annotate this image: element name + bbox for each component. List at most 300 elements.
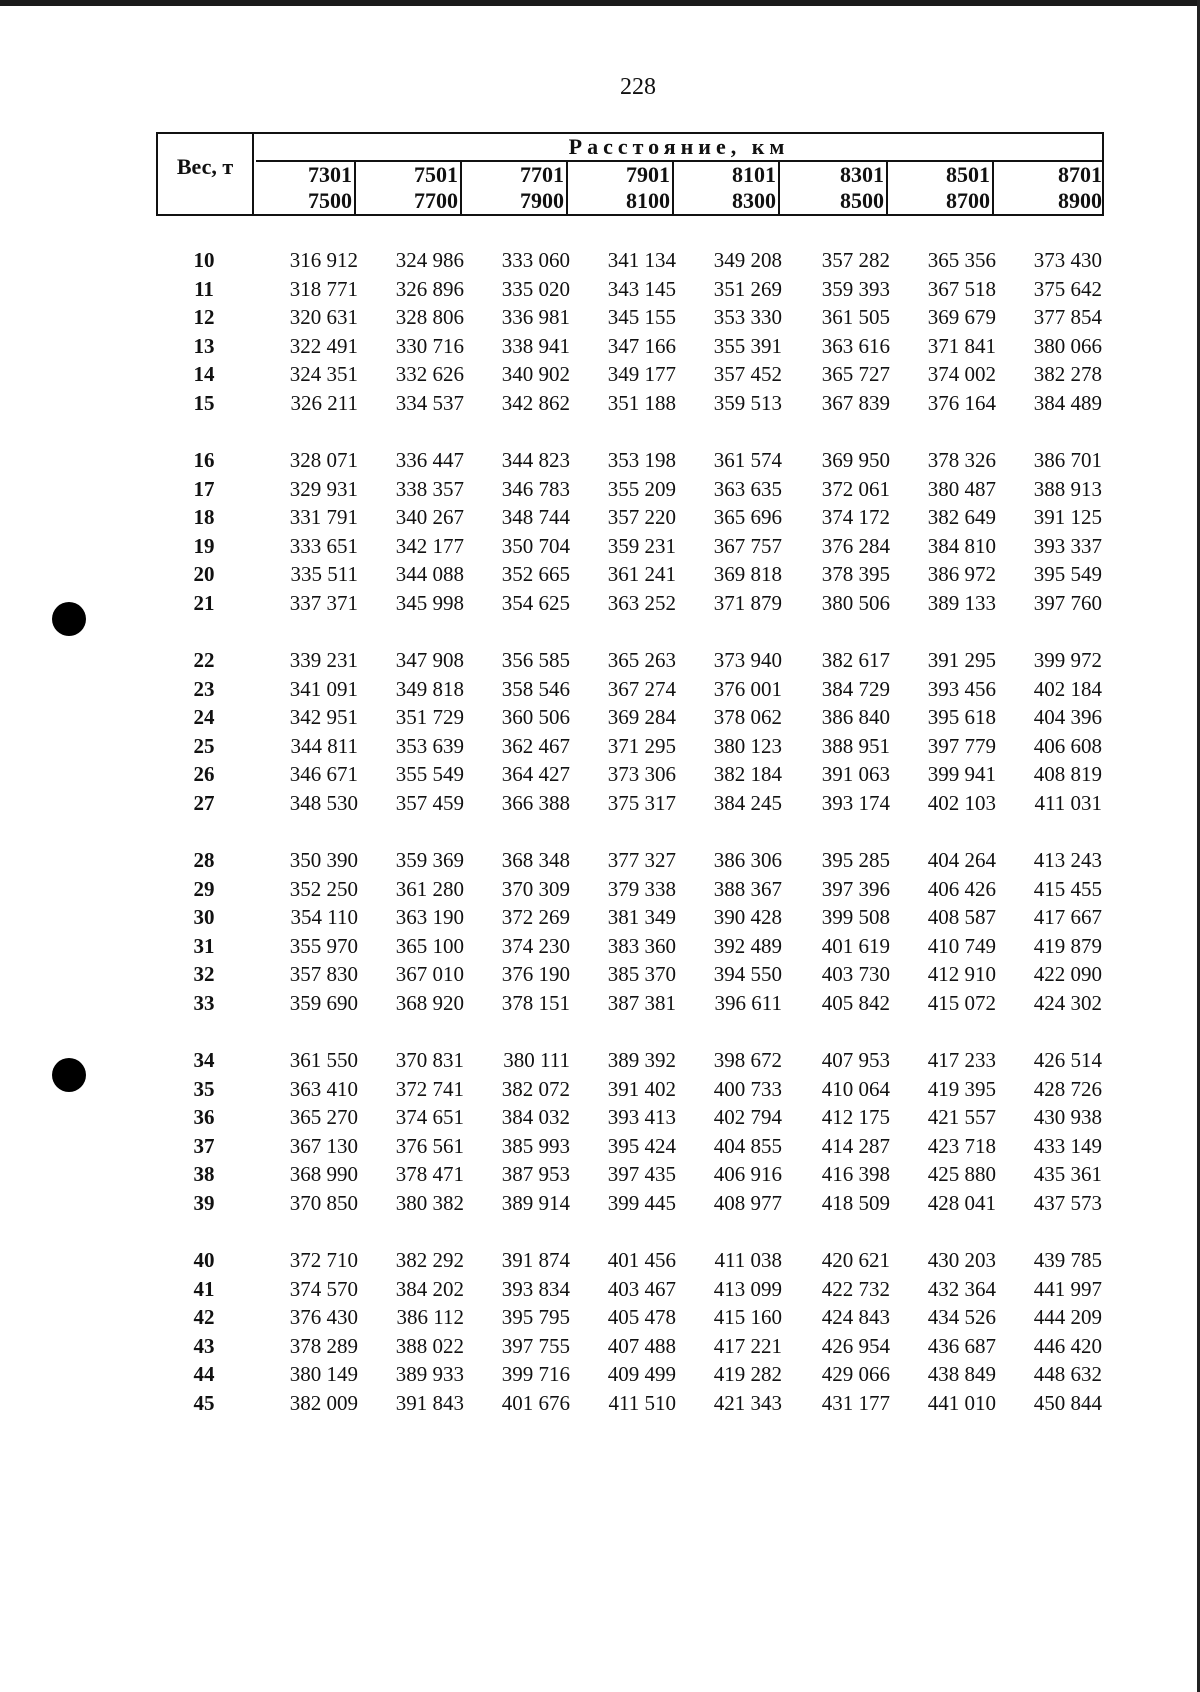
value-cell: 363 410 [289, 1076, 358, 1101]
value-cell: 351 729 [395, 705, 464, 730]
value-cell: 403 467 [607, 1276, 676, 1301]
value-cell: 380 506 [821, 591, 890, 615]
value-cell: 370 309 [501, 876, 570, 901]
table-row [0, 989, 1200, 1017]
value-cell: 438 849 [927, 1362, 996, 1387]
value-cell: 361 280 [395, 876, 464, 901]
value-cell: 326 896 [395, 276, 464, 301]
table-row [0, 503, 1200, 531]
value-cell: 341 134 [607, 248, 676, 272]
table-row [0, 532, 1200, 560]
value-cell: 401 456 [607, 1248, 676, 1272]
value-cell: 373 940 [713, 648, 782, 672]
value-cell: 382 649 [927, 505, 996, 530]
distance-range-header [994, 162, 1104, 214]
value-cell: 422 732 [821, 1276, 890, 1301]
value-cell: 374 002 [927, 362, 996, 387]
weight-cell: 39 [193, 1191, 215, 1215]
range-to: 7900 [520, 188, 564, 213]
value-cell: 347 166 [607, 333, 676, 358]
value-cell: 424 843 [821, 1305, 890, 1330]
value-cell: 335 511 [290, 562, 358, 587]
value-cell: 436 687 [927, 1333, 996, 1358]
value-cell: 382 617 [821, 648, 890, 672]
value-cell: 418 509 [821, 1191, 890, 1215]
value-cell: 328 806 [395, 305, 464, 330]
value-cell: 446 420 [1033, 1333, 1102, 1358]
value-cell: 376 190 [501, 962, 570, 987]
value-cell: 367 839 [821, 391, 890, 415]
value-cell: 417 221 [713, 1333, 782, 1358]
value-cell: 363 190 [395, 905, 464, 930]
weight-cell: 14 [193, 362, 215, 387]
value-cell: 399 972 [1033, 648, 1102, 672]
table-row [0, 1275, 1200, 1303]
weight-cell: 30 [193, 905, 215, 930]
value-cell: 359 369 [395, 848, 464, 872]
table-row [0, 560, 1200, 588]
distance-range-header [356, 162, 462, 214]
weight-cell: 33 [193, 991, 215, 1015]
weight-cell: 10 [193, 248, 215, 272]
value-cell: 357 830 [289, 962, 358, 987]
value-cell: 385 370 [607, 962, 676, 987]
value-cell: 365 727 [821, 362, 890, 387]
value-cell: 415 160 [713, 1305, 782, 1330]
value-cell: 407 488 [607, 1333, 676, 1358]
value-cell: 375 317 [607, 791, 676, 815]
value-cell: 390 428 [713, 905, 782, 930]
table-row [0, 875, 1200, 903]
value-cell: 378 151 [501, 991, 570, 1015]
table-row [0, 789, 1200, 817]
range-from: 7501 [414, 162, 458, 187]
range-to: 8500 [840, 188, 884, 213]
value-cell: 357 282 [821, 248, 890, 272]
value-cell: 326 211 [290, 391, 358, 415]
value-cell: 353 639 [395, 733, 464, 758]
value-cell: 374 651 [395, 1105, 464, 1130]
value-cell: 411 510 [608, 1391, 676, 1415]
value-cell: 347 908 [395, 648, 464, 672]
value-cell: 377 854 [1033, 305, 1102, 330]
value-cell: 355 391 [713, 333, 782, 358]
value-cell: 384 032 [501, 1105, 570, 1130]
value-cell: 396 611 [714, 991, 782, 1015]
table-row [0, 1046, 1200, 1074]
table-row [0, 1360, 1200, 1388]
value-cell: 363 616 [821, 333, 890, 358]
value-cell: 431 177 [821, 1391, 890, 1415]
value-cell: 392 489 [713, 933, 782, 958]
value-cell: 399 445 [607, 1191, 676, 1215]
value-cell: 380 123 [713, 733, 782, 758]
value-cell: 410 064 [821, 1076, 890, 1101]
weight-cell: 36 [193, 1105, 215, 1130]
value-cell: 324 986 [395, 248, 464, 272]
weight-cell: 20 [193, 562, 215, 587]
value-cell: 378 326 [927, 448, 996, 472]
value-cell: 377 327 [607, 848, 676, 872]
value-cell: 367 274 [607, 676, 676, 701]
table-row [0, 1160, 1200, 1188]
value-cell: 316 912 [289, 248, 358, 272]
table-row [0, 1103, 1200, 1131]
value-cell: 408 977 [713, 1191, 782, 1215]
value-cell: 376 561 [395, 1133, 464, 1158]
value-cell: 386 972 [927, 562, 996, 587]
value-cell: 337 371 [289, 591, 358, 615]
value-cell: 388 913 [1033, 476, 1102, 501]
value-cell: 349 818 [395, 676, 464, 701]
weight-cell: 17 [193, 476, 215, 501]
value-cell: 353 330 [713, 305, 782, 330]
value-cell: 361 550 [289, 1048, 358, 1072]
value-cell: 380 066 [1033, 333, 1102, 358]
value-cell: 371 879 [713, 591, 782, 615]
value-cell: 380 487 [927, 476, 996, 501]
value-cell: 430 938 [1033, 1105, 1102, 1130]
value-cell: 324 351 [289, 362, 358, 387]
value-cell: 384 729 [821, 676, 890, 701]
value-cell: 360 506 [501, 705, 570, 730]
value-cell: 350 390 [289, 848, 358, 872]
range-to: 8700 [946, 188, 990, 213]
weight-cell: 43 [193, 1333, 215, 1358]
value-cell: 384 810 [927, 533, 996, 558]
value-cell: 336 981 [501, 305, 570, 330]
value-cell: 378 062 [713, 705, 782, 730]
weight-cell: 26 [193, 762, 215, 787]
value-cell: 397 435 [607, 1162, 676, 1187]
distance-title: Расстояние, км [256, 134, 1102, 162]
value-cell: 441 997 [1033, 1276, 1102, 1301]
value-cell: 391 843 [395, 1391, 464, 1415]
value-cell: 351 188 [607, 391, 676, 415]
value-cell: 406 426 [927, 876, 996, 901]
value-cell: 330 716 [395, 333, 464, 358]
value-cell: 367 757 [713, 533, 782, 558]
value-cell: 350 704 [501, 533, 570, 558]
value-cell: 365 270 [289, 1105, 358, 1130]
value-cell: 359 690 [289, 991, 358, 1015]
value-cell: 403 730 [821, 962, 890, 987]
value-cell: 331 791 [289, 505, 358, 530]
value-cell: 450 844 [1033, 1391, 1102, 1415]
value-cell: 401 619 [821, 933, 890, 958]
value-cell: 379 338 [607, 876, 676, 901]
value-cell: 402 103 [927, 791, 996, 815]
value-cell: 346 783 [501, 476, 570, 501]
table-row [0, 675, 1200, 703]
value-cell: 393 456 [927, 676, 996, 701]
range-to: 8100 [626, 188, 670, 213]
value-cell: 385 993 [501, 1133, 570, 1158]
value-cell: 417 667 [1033, 905, 1102, 930]
weight-cell: 28 [193, 848, 215, 872]
value-cell: 404 264 [927, 848, 996, 872]
value-cell: 419 395 [927, 1076, 996, 1101]
value-cell: 382 009 [289, 1391, 358, 1415]
value-cell: 386 306 [713, 848, 782, 872]
value-cell: 374 172 [821, 505, 890, 530]
value-cell: 342 951 [289, 705, 358, 730]
value-cell: 320 631 [289, 305, 358, 330]
weight-cell: 27 [193, 791, 215, 815]
weight-cell: 38 [193, 1162, 215, 1187]
value-cell: 372 710 [289, 1248, 358, 1272]
value-cell: 435 361 [1033, 1162, 1102, 1187]
value-cell: 373 306 [607, 762, 676, 787]
value-cell: 345 155 [607, 305, 676, 330]
value-cell: 329 931 [289, 476, 358, 501]
value-cell: 415 455 [1033, 876, 1102, 901]
value-cell: 349 208 [713, 248, 782, 272]
weight-cell: 18 [193, 505, 215, 530]
range-to: 7700 [414, 188, 458, 213]
value-cell: 434 526 [927, 1305, 996, 1330]
value-cell: 359 231 [607, 533, 676, 558]
value-cell: 344 823 [501, 448, 570, 472]
value-cell: 340 902 [501, 362, 570, 387]
value-cell: 432 364 [927, 1276, 996, 1301]
value-cell: 339 231 [289, 648, 358, 672]
value-cell: 417 233 [927, 1048, 996, 1072]
table-row [0, 332, 1200, 360]
value-cell: 344 088 [395, 562, 464, 587]
value-cell: 363 252 [607, 591, 676, 615]
value-cell: 357 452 [713, 362, 782, 387]
value-cell: 333 651 [289, 533, 358, 558]
value-cell: 428 041 [927, 1191, 996, 1215]
value-cell: 395 549 [1033, 562, 1102, 587]
value-cell: 372 741 [395, 1076, 464, 1101]
value-cell: 361 241 [607, 562, 676, 587]
value-cell: 412 175 [821, 1105, 890, 1130]
value-cell: 349 177 [607, 362, 676, 387]
value-cell: 391 063 [821, 762, 890, 787]
table-row [0, 1389, 1200, 1417]
table-row [0, 303, 1200, 331]
value-cell: 355 549 [395, 762, 464, 787]
value-cell: 332 626 [395, 362, 464, 387]
value-cell: 368 990 [289, 1162, 358, 1187]
value-cell: 424 302 [1033, 991, 1102, 1015]
value-cell: 428 726 [1033, 1076, 1102, 1101]
value-cell: 388 367 [713, 876, 782, 901]
value-cell: 372 269 [501, 905, 570, 930]
weight-cell: 23 [193, 676, 215, 701]
value-cell: 397 779 [927, 733, 996, 758]
value-cell: 408 587 [927, 905, 996, 930]
table-row [0, 389, 1200, 417]
value-cell: 357 220 [607, 505, 676, 530]
value-cell: 391 874 [501, 1248, 570, 1272]
value-cell: 368 348 [501, 848, 570, 872]
value-cell: 353 198 [607, 448, 676, 472]
value-cell: 410 749 [927, 933, 996, 958]
value-cell: 401 676 [501, 1391, 570, 1415]
value-cell: 340 267 [395, 505, 464, 530]
value-cell: 384 489 [1033, 391, 1102, 415]
value-cell: 364 427 [501, 762, 570, 787]
value-cell: 338 357 [395, 476, 464, 501]
value-cell: 338 941 [501, 333, 570, 358]
value-cell: 335 020 [501, 276, 570, 301]
value-cell: 393 337 [1033, 533, 1102, 558]
value-cell: 362 467 [501, 733, 570, 758]
value-cell: 333 060 [501, 248, 570, 272]
value-cell: 426 954 [821, 1333, 890, 1358]
value-cell: 356 585 [501, 648, 570, 672]
table-row [0, 446, 1200, 474]
weight-cell: 41 [193, 1276, 215, 1301]
table-row [0, 646, 1200, 674]
value-cell: 384 245 [713, 791, 782, 815]
value-cell: 376 430 [289, 1305, 358, 1330]
value-cell: 348 530 [289, 791, 358, 815]
weight-cell: 22 [193, 648, 215, 672]
value-cell: 395 795 [501, 1305, 570, 1330]
value-cell: 391 402 [607, 1076, 676, 1101]
value-cell: 380 382 [395, 1191, 464, 1215]
value-cell: 352 250 [289, 876, 358, 901]
value-cell: 382 072 [501, 1076, 570, 1101]
value-cell: 361 505 [821, 305, 890, 330]
value-cell: 420 621 [821, 1248, 890, 1272]
value-cell: 365 263 [607, 648, 676, 672]
value-cell: 402 184 [1033, 676, 1102, 701]
value-cell: 386 840 [821, 705, 890, 730]
weight-cell: 15 [193, 391, 215, 415]
value-cell: 386 701 [1033, 448, 1102, 472]
distance-range-header [888, 162, 994, 214]
value-cell: 397 760 [1033, 591, 1102, 615]
value-cell: 365 100 [395, 933, 464, 958]
value-cell: 430 203 [927, 1248, 996, 1272]
range-from: 8101 [732, 162, 776, 187]
value-cell: 389 914 [501, 1191, 570, 1215]
value-cell: 412 910 [927, 962, 996, 987]
distance-range-header [780, 162, 888, 214]
range-from: 7301 [308, 162, 352, 187]
value-cell: 423 718 [927, 1133, 996, 1158]
range-to: 8900 [1058, 188, 1102, 213]
value-cell: 378 289 [289, 1333, 358, 1358]
value-cell: 344 811 [290, 733, 358, 758]
table-row [0, 360, 1200, 388]
value-cell: 439 785 [1033, 1248, 1102, 1272]
range-from: 8701 [1058, 162, 1102, 187]
value-cell: 389 133 [927, 591, 996, 615]
value-cell: 370 831 [395, 1048, 464, 1072]
value-cell: 383 360 [607, 933, 676, 958]
table-row [0, 1332, 1200, 1360]
value-cell: 348 744 [501, 505, 570, 530]
value-cell: 393 174 [821, 791, 890, 815]
distance-range-header [674, 162, 780, 214]
weight-cell: 25 [193, 733, 215, 758]
value-cell: 411 031 [1034, 791, 1102, 815]
value-cell: 341 091 [289, 676, 358, 701]
value-cell: 378 395 [821, 562, 890, 587]
table-row [0, 1075, 1200, 1103]
page-edge-top [0, 0, 1200, 6]
weight-cell: 19 [193, 533, 215, 558]
value-cell: 336 447 [395, 448, 464, 472]
value-cell: 395 424 [607, 1133, 676, 1158]
value-cell: 386 112 [396, 1305, 464, 1330]
value-cell: 354 625 [501, 591, 570, 615]
range-to: 8300 [732, 188, 776, 213]
value-cell: 373 430 [1033, 248, 1102, 272]
value-cell: 376 284 [821, 533, 890, 558]
weight-cell: 11 [194, 276, 214, 301]
value-cell: 366 388 [501, 791, 570, 815]
value-cell: 374 570 [289, 1276, 358, 1301]
value-cell: 378 471 [395, 1162, 464, 1187]
value-cell: 381 349 [607, 905, 676, 930]
value-cell: 404 855 [713, 1133, 782, 1158]
weight-cell: 16 [193, 448, 215, 472]
value-cell: 334 537 [395, 391, 464, 415]
value-cell: 369 818 [713, 562, 782, 587]
value-cell: 391 125 [1033, 505, 1102, 530]
table-row [0, 475, 1200, 503]
value-cell: 369 679 [927, 305, 996, 330]
value-cell: 342 177 [395, 533, 464, 558]
value-cell: 345 998 [395, 591, 464, 615]
page-number: 228 [620, 74, 656, 100]
value-cell: 351 269 [713, 276, 782, 301]
weight-cell: 21 [193, 591, 215, 615]
value-cell: 318 771 [289, 276, 358, 301]
value-cell: 394 550 [713, 962, 782, 987]
table-header [156, 132, 1104, 216]
value-cell: 437 573 [1033, 1191, 1102, 1215]
value-cell: 393 834 [501, 1276, 570, 1301]
weight-cell: 29 [193, 876, 215, 901]
weight-cell: 12 [193, 305, 215, 330]
value-cell: 395 618 [927, 705, 996, 730]
value-cell: 382 278 [1033, 362, 1102, 387]
weight-cell: 34 [193, 1048, 215, 1072]
value-cell: 406 608 [1033, 733, 1102, 758]
table-row [0, 1246, 1200, 1274]
value-cell: 352 665 [501, 562, 570, 587]
value-cell: 322 491 [289, 333, 358, 358]
value-cell: 368 920 [395, 991, 464, 1015]
value-cell: 419 879 [1033, 933, 1102, 958]
value-cell: 405 842 [821, 991, 890, 1015]
value-cell: 361 574 [713, 448, 782, 472]
value-cell: 441 010 [927, 1391, 996, 1415]
value-cell: 395 285 [821, 848, 890, 872]
value-cell: 398 672 [713, 1048, 782, 1072]
table-row [0, 275, 1200, 303]
table-row [0, 960, 1200, 988]
weight-cell: 37 [193, 1133, 215, 1158]
distance-range-header [462, 162, 568, 214]
range-to: 7500 [308, 188, 352, 213]
table-row [0, 932, 1200, 960]
value-cell: 363 635 [713, 476, 782, 501]
value-cell: 405 478 [607, 1305, 676, 1330]
value-cell: 367 010 [395, 962, 464, 987]
weight-column-header: Вес, т [158, 134, 254, 214]
value-cell: 382 292 [395, 1248, 464, 1272]
value-cell: 422 090 [1033, 962, 1102, 987]
